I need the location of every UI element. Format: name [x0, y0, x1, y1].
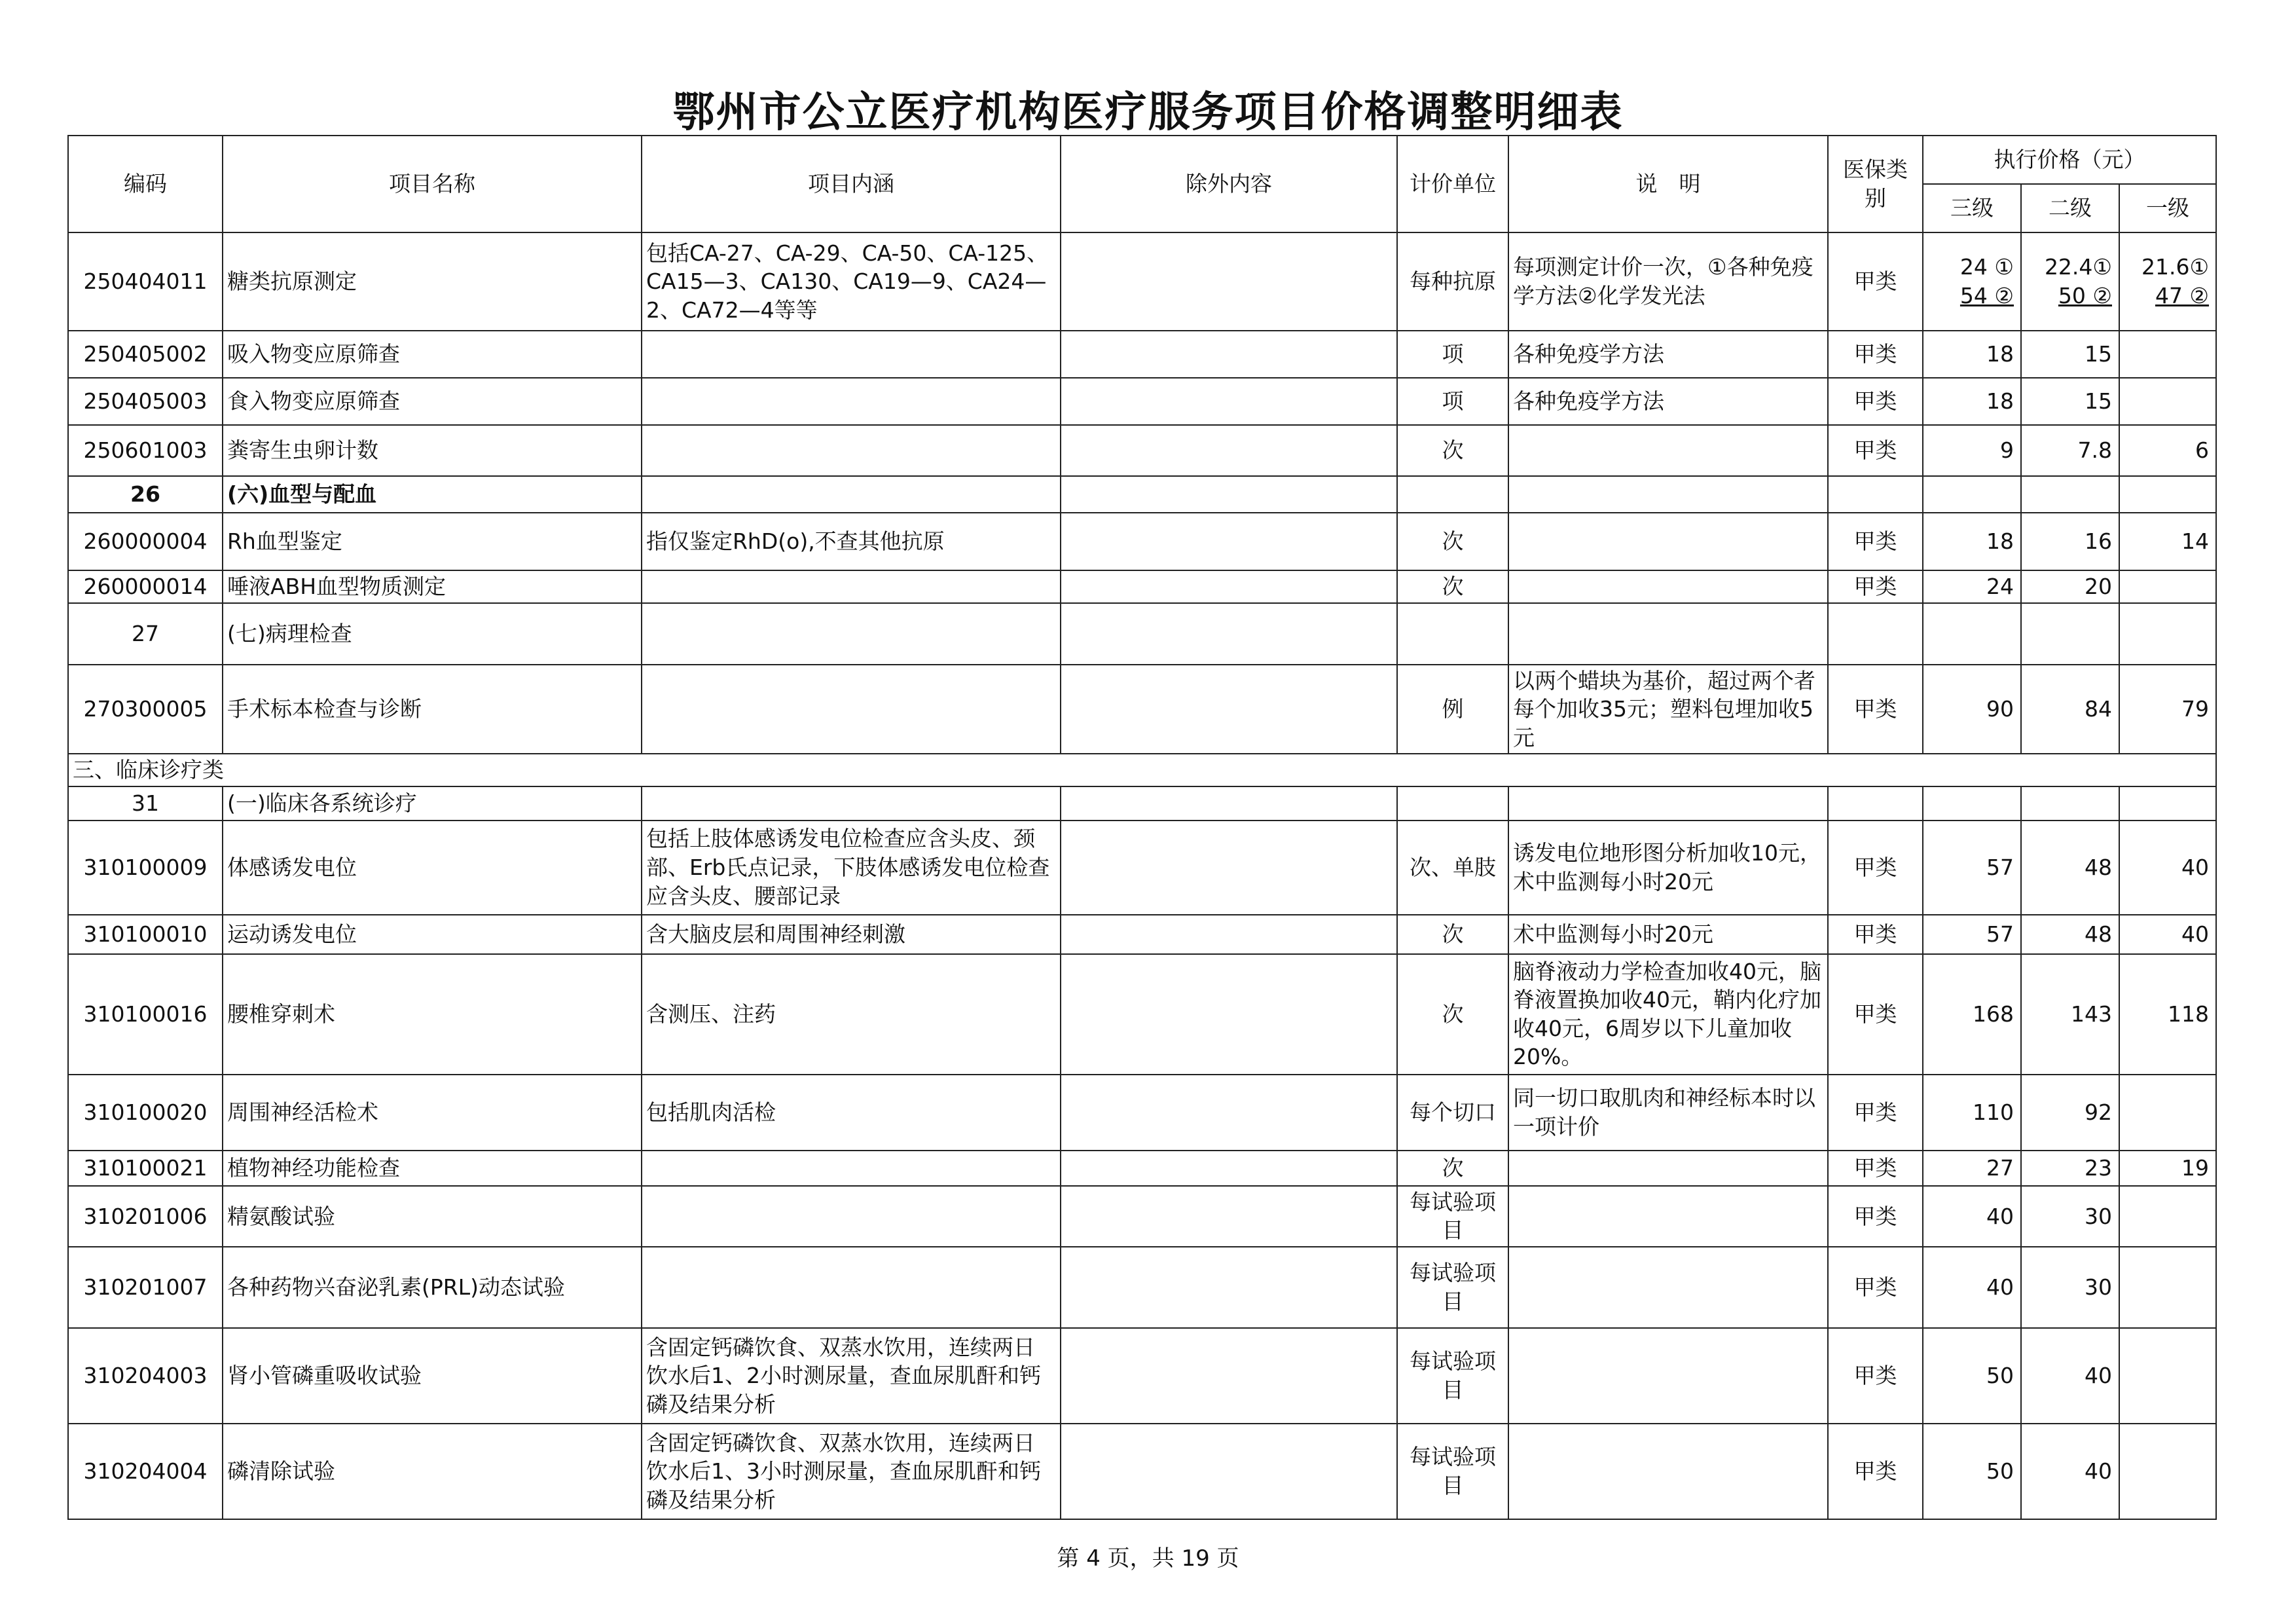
price-level3-method2: 54 ② [1959, 283, 2014, 308]
price-level2: 92 [2021, 1075, 2119, 1151]
item-name: 手术标本检查与诊断 [223, 665, 642, 754]
table-row [68, 570, 2216, 603]
category-heading: 三、临床诊疗类 [68, 754, 2216, 786]
section-code: 27 [68, 603, 223, 665]
price-level3: 90 [1923, 665, 2021, 754]
empty-cell [1828, 476, 1923, 513]
item-unit: 每试验项目 [1397, 1247, 1508, 1328]
table-row [68, 915, 2216, 954]
header-insurance: 医保类别 [1828, 136, 1923, 232]
item-name: 唾液ABH血型物质测定 [223, 570, 642, 603]
price-level1 [2119, 331, 2216, 378]
item-description: 同一切口取肌肉和神经标本时以一项计价 [1508, 1075, 1828, 1151]
item-content [642, 378, 1061, 425]
item-content [642, 1247, 1061, 1328]
item-description: 以两个蜡块为基价，超过两个者每个加收35元；塑料包埋加收5元 [1508, 665, 1828, 754]
empty-cell [642, 786, 1061, 821]
price-level3: 24 [1923, 570, 2021, 603]
price-level1: 6 [2119, 425, 2216, 476]
item-content: 包括肌肉活检 [642, 1075, 1061, 1151]
item-unit: 次、单肢 [1397, 821, 1508, 915]
price-level2: 15 [2021, 331, 2119, 378]
price-level2: 30 [2021, 1186, 2119, 1247]
price-level3: 18 [1923, 513, 2021, 570]
header-code: 编码 [68, 136, 223, 232]
price-level3: 50 [1923, 1424, 2021, 1519]
header-content: 项目内涵 [642, 136, 1061, 232]
price-level2: 84 [2021, 665, 2119, 754]
item-excluded [1061, 232, 1397, 331]
item-insurance: 甲类 [1828, 570, 1923, 603]
item-content [642, 425, 1061, 476]
empty-cell [1828, 603, 1923, 665]
empty-cell [1508, 786, 1828, 821]
item-unit: 次 [1397, 1151, 1508, 1186]
price-level1: 79 [2119, 665, 2216, 754]
item-description [1508, 1247, 1828, 1328]
item-code: 310201007 [68, 1247, 223, 1328]
table-row [68, 786, 2216, 821]
item-description [1508, 570, 1828, 603]
item-excluded [1061, 1328, 1397, 1424]
item-content: 含固定钙磷饮食、双蒸水饮用，连续两日饮水后1、3小时测尿量，查血尿肌酐和钙磷及结果分析 [642, 1424, 1061, 1519]
empty-cell [642, 603, 1061, 665]
header-level3: 三级 [1923, 184, 2021, 232]
item-insurance: 甲类 [1828, 425, 1923, 476]
price-level3: 57 [1923, 915, 2021, 954]
item-content [642, 1151, 1061, 1186]
price-table [67, 135, 2217, 1520]
item-description: 脑脊液动力学检查加收40元，脑脊液置换加收40元，鞘内化疗加收40元，6周岁以下儿童加收20%。 [1508, 954, 1828, 1075]
item-insurance: 甲类 [1828, 954, 1923, 1075]
section-name: (七)病理检查 [223, 603, 642, 665]
price-level1 [2119, 1424, 2216, 1519]
item-name: 植物神经功能检查 [223, 1151, 642, 1186]
item-code: 310100009 [68, 821, 223, 915]
item-content: 含测压、注药 [642, 954, 1061, 1075]
empty-cell [1923, 476, 2021, 513]
item-excluded [1061, 821, 1397, 915]
empty-cell [1508, 476, 1828, 513]
price-level1 [2119, 232, 2216, 331]
price-level3: 18 [1923, 331, 2021, 378]
price-level2: 48 [2021, 821, 2119, 915]
section-code: 26 [68, 476, 223, 513]
table-row [68, 232, 2216, 331]
item-code: 260000014 [68, 570, 223, 603]
item-code: 250404011 [68, 232, 223, 331]
item-code: 310204004 [68, 1424, 223, 1519]
empty-cell [1397, 476, 1508, 513]
price-level3: 40 [1923, 1186, 2021, 1247]
empty-cell [2021, 476, 2119, 513]
item-unit: 次 [1397, 513, 1508, 570]
price-level1 [2119, 378, 2216, 425]
item-content: 含大脑皮层和周围神经刺激 [642, 915, 1061, 954]
price-level2: 40 [2021, 1424, 2119, 1519]
item-name: 各种药物兴奋泌乳素(PRL)动态试验 [223, 1247, 642, 1328]
item-description [1508, 1424, 1828, 1519]
price-level1 [2119, 570, 2216, 603]
item-description [1508, 1186, 1828, 1247]
price-level1: 40 [2119, 915, 2216, 954]
empty-cell [2119, 476, 2216, 513]
item-content: 包括CA-27、CA-29、CA-50、CA-125、CA15—3、CA130、CA19—9、CA24—2、CA72—4等等 [642, 232, 1061, 331]
price-level3: 40 [1923, 1247, 2021, 1328]
item-content: 含固定钙磷饮食、双蒸水饮用，连续两日饮水后1、2小时测尿量，查血尿肌酐和钙磷及结果分析 [642, 1328, 1061, 1424]
item-code: 260000004 [68, 513, 223, 570]
empty-cell [2021, 786, 2119, 821]
item-content [642, 331, 1061, 378]
item-insurance: 甲类 [1828, 232, 1923, 331]
empty-cell [1923, 603, 2021, 665]
price-level1-method1: 21.6① [2141, 254, 2210, 280]
table-row [68, 1247, 2216, 1328]
price-level2: 15 [2021, 378, 2119, 425]
item-content: 包括上肢体感诱发电位检查应含头皮、颈部、Erb氏点记录，下肢体感诱发电位检查应含头皮、腰部记录 [642, 821, 1061, 915]
empty-cell [2119, 786, 2216, 821]
item-unit: 次 [1397, 915, 1508, 954]
empty-cell [2021, 603, 2119, 665]
price-level1: 40 [2119, 821, 2216, 915]
item-code: 250405003 [68, 378, 223, 425]
price-level1: 14 [2119, 513, 2216, 570]
header-level2: 二级 [2021, 184, 2119, 232]
item-excluded [1061, 665, 1397, 754]
item-excluded [1061, 331, 1397, 378]
price-level2-method1: 22.4① [2044, 254, 2112, 280]
item-description [1508, 1151, 1828, 1186]
item-unit: 例 [1397, 665, 1508, 754]
item-code: 310100016 [68, 954, 223, 1075]
price-level1: 19 [2119, 1151, 2216, 1186]
price-level3: 57 [1923, 821, 2021, 915]
item-name: 肾小管磷重吸收试验 [223, 1328, 642, 1424]
item-name: 糖类抗原测定 [223, 232, 642, 331]
item-code: 310100021 [68, 1151, 223, 1186]
item-description: 各种免疫学方法 [1508, 331, 1828, 378]
price-level2: 16 [2021, 513, 2119, 570]
item-unit: 每个切口 [1397, 1075, 1508, 1151]
item-insurance: 甲类 [1828, 378, 1923, 425]
item-excluded [1061, 1151, 1397, 1186]
header-desc: 说 明 [1508, 136, 1828, 232]
empty-cell [2119, 603, 2216, 665]
table-row [68, 821, 2216, 915]
item-content [642, 665, 1061, 754]
price-level2: 20 [2021, 570, 2119, 603]
section-name: (一)临床各系统诊疗 [223, 786, 642, 821]
empty-cell [1923, 786, 2021, 821]
item-unit: 每试验项目 [1397, 1424, 1508, 1519]
table-row [68, 1151, 2216, 1186]
table-row [68, 954, 2216, 1075]
item-content [642, 1186, 1061, 1247]
item-insurance: 甲类 [1828, 331, 1923, 378]
price-level2-method2: 50 ② [2058, 283, 2112, 308]
item-unit: 项 [1397, 378, 1508, 425]
item-content [642, 570, 1061, 603]
header-row [68, 136, 2216, 184]
table-row [68, 1424, 2216, 1519]
item-code: 310201006 [68, 1186, 223, 1247]
item-code: 250405002 [68, 331, 223, 378]
empty-cell [1061, 476, 1397, 513]
item-code: 270300005 [68, 665, 223, 754]
item-excluded [1061, 915, 1397, 954]
item-insurance: 甲类 [1828, 1186, 1923, 1247]
price-level3: 168 [1923, 954, 2021, 1075]
table-row [68, 378, 2216, 425]
item-name: 磷清除试验 [223, 1424, 642, 1519]
item-unit: 每试验项目 [1397, 1186, 1508, 1247]
empty-cell [1061, 786, 1397, 821]
item-insurance: 甲类 [1828, 513, 1923, 570]
item-excluded [1061, 425, 1397, 476]
item-insurance: 甲类 [1828, 665, 1923, 754]
table-row [68, 1186, 2216, 1247]
header-excluded: 除外内容 [1061, 136, 1397, 232]
item-name: 精氨酸试验 [223, 1186, 642, 1247]
price-level2: 23 [2021, 1151, 2119, 1186]
item-code: 250601003 [68, 425, 223, 476]
item-name: 粪寄生虫卵计数 [223, 425, 642, 476]
item-name: 食入物变应原筛查 [223, 378, 642, 425]
table-row [68, 331, 2216, 378]
price-level2: 143 [2021, 954, 2119, 1075]
item-insurance: 甲类 [1828, 1328, 1923, 1424]
price-level2: 30 [2021, 1247, 2119, 1328]
item-excluded [1061, 1075, 1397, 1151]
header-level1: 一级 [2119, 184, 2216, 232]
item-excluded [1061, 570, 1397, 603]
section-name: (六)血型与配血 [223, 476, 642, 513]
item-name: 腰椎穿刺术 [223, 954, 642, 1075]
item-code: 310100010 [68, 915, 223, 954]
table-row [68, 1075, 2216, 1151]
item-content: 指仅鉴定RhD(o),不查其他抗原 [642, 513, 1061, 570]
table-row [68, 476, 2216, 513]
item-description [1508, 513, 1828, 570]
table-row [68, 513, 2216, 570]
price-level1: 118 [2119, 954, 2216, 1075]
table-row [68, 754, 2216, 786]
item-unit: 项 [1397, 331, 1508, 378]
price-level1 [2119, 1075, 2216, 1151]
header-name: 项目名称 [223, 136, 642, 232]
table-row [68, 603, 2216, 665]
item-insurance: 甲类 [1828, 1075, 1923, 1151]
item-excluded [1061, 1186, 1397, 1247]
page-title: 鄂州市公立医疗机构医疗服务项目价格调整明细表 [672, 88, 1624, 137]
price-level2: 7.8 [2021, 425, 2119, 476]
item-description: 术中监测每小时20元 [1508, 915, 1828, 954]
price-level3: 18 [1923, 378, 2021, 425]
item-name: 吸入物变应原筛查 [223, 331, 642, 378]
item-code: 310204003 [68, 1328, 223, 1424]
item-description [1508, 1328, 1828, 1424]
price-level3-method1: 24 ① [1959, 254, 2014, 280]
item-insurance: 甲类 [1828, 1151, 1923, 1186]
price-level3: 50 [1923, 1328, 2021, 1424]
section-code: 31 [68, 786, 223, 821]
price-level3: 9 [1923, 425, 2021, 476]
empty-cell [1397, 786, 1508, 821]
item-insurance: 甲类 [1828, 1424, 1923, 1519]
price-level1 [2119, 1328, 2216, 1424]
item-name: 运动诱发电位 [223, 915, 642, 954]
item-excluded [1061, 513, 1397, 570]
item-excluded [1061, 378, 1397, 425]
item-name: Rh血型鉴定 [223, 513, 642, 570]
price-level3 [1923, 232, 2021, 331]
table-row [68, 1328, 2216, 1424]
price-level2: 48 [2021, 915, 2119, 954]
item-description: 诱发电位地形图分析加收10元，术中监测每小时20元 [1508, 821, 1828, 915]
item-unit: 次 [1397, 570, 1508, 603]
item-excluded [1061, 1247, 1397, 1328]
header-price-group: 执行价格（元） [1923, 136, 2216, 184]
item-insurance: 甲类 [1828, 1247, 1923, 1328]
item-insurance: 甲类 [1828, 915, 1923, 954]
item-description: 每项测定计价一次，①各种免疫学方法②化学发光法 [1508, 232, 1828, 331]
item-unit: 每种抗原 [1397, 232, 1508, 331]
price-level1-method2: 47 ② [2155, 283, 2210, 308]
item-unit: 次 [1397, 954, 1508, 1075]
price-level2 [2021, 232, 2119, 331]
item-description: 各种免疫学方法 [1508, 378, 1828, 425]
empty-cell [1061, 603, 1397, 665]
price-level1 [2119, 1186, 2216, 1247]
empty-cell [642, 476, 1061, 513]
item-insurance: 甲类 [1828, 821, 1923, 915]
item-unit: 每试验项目 [1397, 1328, 1508, 1424]
empty-cell [1508, 603, 1828, 665]
price-level3: 110 [1923, 1075, 2021, 1151]
price-level2: 40 [2021, 1328, 2119, 1424]
empty-cell [1397, 603, 1508, 665]
price-level3: 27 [1923, 1151, 2021, 1186]
item-excluded [1061, 1424, 1397, 1519]
header-unit: 计价单位 [1397, 136, 1508, 232]
price-level1 [2119, 1247, 2216, 1328]
item-description [1508, 425, 1828, 476]
item-unit: 次 [1397, 425, 1508, 476]
table-row [68, 425, 2216, 476]
page-footer: 第 4 页，共 19 页 [1057, 1545, 1239, 1572]
table-row [68, 665, 2216, 754]
item-name: 周围神经活检术 [223, 1075, 642, 1151]
empty-cell [1828, 786, 1923, 821]
item-code: 310100020 [68, 1075, 223, 1151]
item-name: 体感诱发电位 [223, 821, 642, 915]
item-excluded [1061, 954, 1397, 1075]
